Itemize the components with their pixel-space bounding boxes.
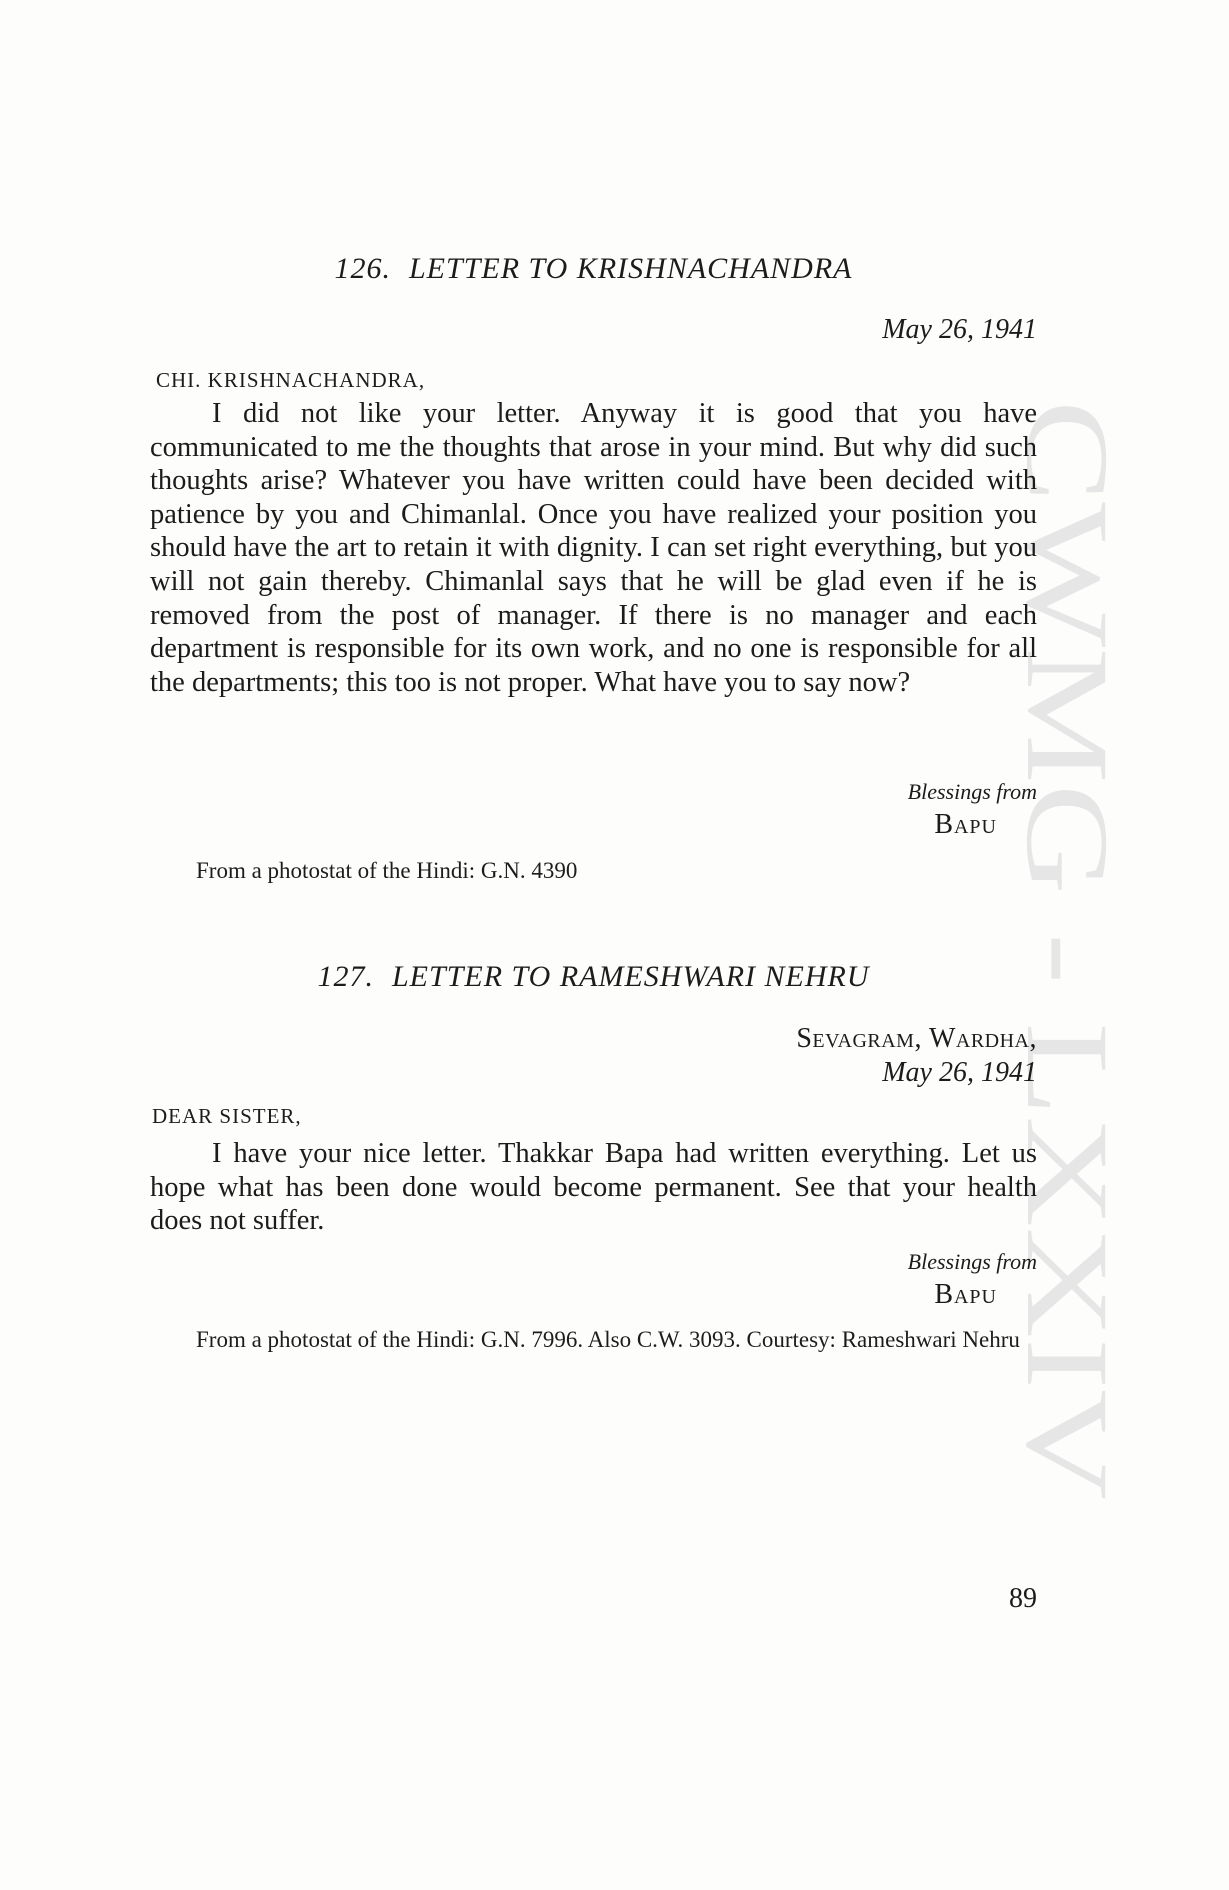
page-number: 89 [1009,1583,1037,1614]
letter-paragraph: I have your nice letter. Thakkar Bapa had written everything. Let us hope what has been done would become permanent. See that your health does not suffer. [150,1138,1037,1237]
source-note [150,1323,1037,1357]
letter-heading [150,960,1037,994]
letter-paragraph: I did not like your letter. Anyway it is good that you have communicated to me the thoughts that arose in your mind. But why did such thoughts arise? Whatever you have written could have been decided with patience by you and Chimanlal. Once you have realized your position you should have the art to retain it with dignity. I can set right everything, but you will not gain thereby. Chimanlal says that he will be glad even if he is removed from the post of manager. If there is no manager and each department is responsible for its own work, and no one is responsible for all the departments; this too is not proper. What have you to say now? [150,398,1037,698]
letter-place: Sevagram, Wardha, [796,1023,1037,1054]
letter-dateline [796,1022,1037,1090]
letter-body [150,397,1037,699]
letter-body [150,1137,1037,1238]
watermark-text: CWMG - LXXIV [1002,400,1133,1246]
signature: Bapu [934,809,997,840]
letter-date: May 26, 1941 [882,314,1037,345]
letter-number: 127. [317,960,374,993]
signature: Bapu [934,1279,997,1310]
letter-date: May 26, 1941 [882,1057,1037,1088]
letter-signoff [637,1247,1037,1313]
letter-salutation: DEAR SISTER, [152,1104,302,1128]
letter-title: LETTER TO KRISHNACHANDRA [409,252,853,285]
blessing-text: Blessings from [907,1249,1037,1274]
source-note [150,854,1037,888]
letter-signoff [637,777,1037,843]
source-text: From a photostat of the Hindi: G.N. 4390 [196,858,578,883]
letter-heading [150,252,1037,286]
letter-number: 126. [334,252,391,285]
letter-dateline [882,313,1037,347]
source-text: From a photostat of the Hindi: G.N. 7996. Also C.W. 3093. Courtesy: Rameshwari Nehru [196,1327,1020,1352]
letter-salutation: CHI. KRISHNACHANDRA, [156,368,426,392]
letter-title: LETTER TO RAMESHWARI NEHRU [392,960,870,993]
blessing-text: Blessings from [907,779,1037,804]
